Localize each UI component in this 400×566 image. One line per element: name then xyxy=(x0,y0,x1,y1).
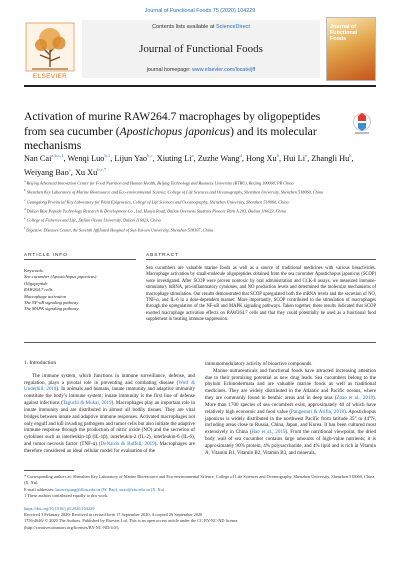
corresponding-author-note: * Corresponding authors at: Shenzhen Key Laboratory of Marine Bioresource and Eco-environmental Science, College of Life Sciences and Oceanography, Shenzhen University, Shenzhen 518060, China (X. Xu). xyxy=(24,474,375,486)
affiliation-text: Digestive Diseases Center, the Seventh Affiliated Hospital of Sun Yat-sen University, Shenzhen 518107, China xyxy=(26,226,213,232)
intro-paragraph-1 xyxy=(24,373,195,455)
homepage-line xyxy=(82,67,320,73)
abstract-text: Sea cucumbers are valuable marine foods as well as a source of traditional medicines with various bioactivities. Macrophage activation by small-molecule oligopeptides obtained from the sea cucumber Apostichopus japonicus (SCOP) were investigated. After SCOP were proven nontoxic by oral administration and CCK-8 assays, we measured immune-stimulatory mRNA, pro-inflammatory cytokines, and NO production levels and determined the molecular mechanisms of macrophage stimulation. Our results demonstrated that SCOP upregulated both the mRNA levels and the secretion of NO, TNF-α, and IL-6 in a dose-dependent manner. More importantly, SCOP contributed to the stimulation of macrophages through the upregulation of the NF-κB and MAPK signaling pathways. Taken together, these results indicated that SCOP exerted macrophage activation effects on RAW264.7 cells and that they could potentially be used as a functional food supplement in treating immune suppression. xyxy=(146,266,376,323)
email-links[interactable]: baoweiyang@dlou.edu.cn (W. Bao), xuxu@szu.edu.cn (X. Xu). xyxy=(55,486,166,492)
author-affiliation-marker[interactable]: d xyxy=(239,153,242,158)
author-affiliation-marker[interactable]: e xyxy=(305,153,308,158)
author-affiliation-marker[interactable]: a,b,c,1 xyxy=(51,153,64,158)
intro-continuation: immunomodulatory activity of bioactive compounds. xyxy=(205,361,313,367)
article-title xyxy=(24,110,344,154)
citation-link[interactable]: Wolf & Underhill, 2018 xyxy=(24,379,196,393)
author-affiliation-marker[interactable]: a xyxy=(191,153,194,158)
author-affiliation-marker[interactable]: b,c,* xyxy=(97,167,107,173)
author-separator: , xyxy=(351,153,354,163)
title-species: Apostichopus japonicus xyxy=(119,124,231,138)
text-run: Marine nutraceuticals and functional foods have attracted increasing attention due to their promising potential as new drug leads. Sea cucumbers belong to the phylum Echinodermata and are valuable marine foods as well as traditional medicines. They are widely distributed in the Atlantic and Pacific oceans, where they are commonly found in benthic areas and in deep seas ( xyxy=(205,367,376,402)
affiliation-list xyxy=(24,178,376,234)
author-separator: , xyxy=(278,153,284,163)
text-run: ). Apostichopus japonicus is widely distributed in the northwest Pacific from latitude 35° to 44°N, including areas close to Russia, China, Japan, and Korea. It has been cultured most extensively in China ( xyxy=(205,408,376,436)
affiliation-marker: b xyxy=(24,188,26,193)
author-separator: , xyxy=(307,153,312,163)
affiliation xyxy=(24,206,376,215)
author-name[interactable]: Zhangli Hu xyxy=(311,153,350,163)
text-run: ). Macrophages are therefore considered an ideal cellular model for evaluation of the xyxy=(24,440,195,454)
citation-link[interactable]: Zhao et al., 2018 xyxy=(336,395,374,402)
body-column-right xyxy=(205,361,376,456)
author-name[interactable]: Hong Xu xyxy=(246,153,277,163)
affiliation xyxy=(24,215,376,224)
abstract-heading: ABSTRACT xyxy=(146,253,376,260)
body-column-left xyxy=(24,360,195,455)
author-separator: , xyxy=(63,153,68,163)
author-name[interactable]: Lijun Yao xyxy=(114,153,148,163)
received-dates: Received 3 February 2020; Received in revised form 17 September 2020; Accepted 26 September 2020 xyxy=(24,512,203,518)
keyword-list xyxy=(24,274,136,312)
masthead-info-box xyxy=(82,20,320,78)
masthead-divider xyxy=(24,85,376,87)
author-name[interactable]: Wenqi Luo xyxy=(67,153,105,163)
keywords-label: Keywords: xyxy=(24,268,44,273)
abstract-divider xyxy=(24,342,376,343)
journal-reference[interactable]: Journal of Functional Foods 75 (2020) 104229 xyxy=(144,8,256,14)
publisher-name: ELSEVIER xyxy=(32,73,68,80)
author-name[interactable]: Zuzhe Wang xyxy=(197,153,240,163)
affiliation-text: Guangdong Provincial Key Laboratory for Plant Epigenetics, College of Life Sciences and Oceanography, Shenzhen University, Shenzhen 518060, China xyxy=(26,199,289,205)
crossmark-icon[interactable] xyxy=(352,112,372,136)
cover-title: Journal of Functional Foods xyxy=(330,24,358,42)
affiliation xyxy=(24,225,376,234)
text-run: ). More than 1700 species of sea cucumbers exist, approximately 40 of which have relatively high economic and food value ( xyxy=(205,395,376,415)
email-prefix: E-mail addresses: xyxy=(24,486,56,492)
article-info-heading: ARTICLE INFO xyxy=(24,253,136,260)
keywords-block xyxy=(24,268,136,313)
affiliation-text: College of Fisheries and Life, Dalian Ocean University, Dalian 116023, China xyxy=(26,217,161,223)
footnote-divider xyxy=(24,470,74,471)
author-affiliation-marker[interactable]: b,1 xyxy=(104,153,111,158)
author-name[interactable]: Hui Li xyxy=(283,153,306,163)
affiliation-marker: e xyxy=(24,216,26,221)
affiliation-marker: f xyxy=(24,225,26,230)
footnotes xyxy=(24,474,376,531)
text-run: ). From the nutritional viewpoint, the dried body wall of sea cucumber contains large amounts of high-value nutrients; it is approximately 90% protein, 4% polysaccharide, and 4% lipid and is rich in Vitamin A, Vitamin B1, Vitamin B2, Vitamin B3, and minerals, xyxy=(205,429,376,456)
author-name[interactable]: Nan Cai xyxy=(24,153,52,163)
affiliation xyxy=(24,197,376,206)
citation-link[interactable]: DeNardo & Ruffell, 2019 xyxy=(100,440,155,447)
keyword: Sea cucumber (Apostichopus japonicus) xyxy=(24,274,97,280)
keyword: Macrophage activation xyxy=(24,293,66,299)
author-separator: , xyxy=(70,168,75,178)
sciencedirect-link[interactable]: ScienceDirect xyxy=(215,24,250,30)
author-name[interactable]: Weiyang Bao xyxy=(24,168,69,178)
text-run: The immune system, which functions in immune surveillance, defense, and regulation, plays a pivotal role in preventing and combating disease ( xyxy=(24,372,195,386)
author-separator: , xyxy=(241,153,246,163)
title-part-1: Activation of murine RAW264.7 macrophages by oligopeptides from sea cucumber ( xyxy=(24,110,321,138)
keyword: The MAPK signaling pathway xyxy=(24,306,79,312)
elsevier-tree-logo xyxy=(24,21,76,79)
homepage-link[interactable]: www.elsevier.com/locate/jff xyxy=(192,67,256,73)
equal-contribution-note: 1 These authors contributed equally to this work. xyxy=(24,493,109,499)
author-name[interactable]: Xiuting Li xyxy=(156,153,192,163)
contents-prefix: Contents lists available at xyxy=(152,24,216,30)
affiliation xyxy=(24,187,376,196)
intro-paragraph-2 xyxy=(205,368,376,457)
affiliation-text: Shenzhen Key Laboratory of Marine Bioresource and Eco-environmental Science, College of Life Sciences and Oceanography, Shenzhen University, Shenzhen 518060, China xyxy=(26,189,324,195)
keyword: RAW264.7 cells xyxy=(24,287,53,293)
keyword: Oligopeptide xyxy=(24,280,48,286)
journal-cover-thumbnail xyxy=(326,17,376,81)
citation-link[interactable]: Hao et al., 2019 xyxy=(251,429,286,436)
author-separator: , xyxy=(152,153,157,163)
citation-link[interactable]: Taguchi & Mukai, 2019 xyxy=(62,400,112,407)
affiliation-text: Beijing Advanced Innovation Center for Food Nutrition and Human Health, Beijing Technology and Business University (BTBU), Beijing 100000, PR China xyxy=(26,180,294,186)
citation-link[interactable]: Pangestuti & Arifin, 2018 xyxy=(291,408,345,415)
text-run: ). In animals and humans, innate immunity and adaptive immunity constitute the body’s immune system; innate immunity is the first line of defense against infections ( xyxy=(24,386,195,407)
journal-masthead xyxy=(24,17,376,83)
author-affiliation-marker[interactable]: b xyxy=(349,153,352,158)
author-name[interactable]: Xu Xu xyxy=(74,168,98,178)
license-line[interactable]: (http://creativecommons.org/licenses/BY-NC-ND/4.0/). xyxy=(24,524,120,530)
author-separator: , xyxy=(193,153,198,163)
title-part-2: ) and its molecular mechanisms xyxy=(24,124,317,152)
keyword: The NF-κB signaling pathway xyxy=(24,300,79,306)
author-affiliation-marker[interactable]: b,c xyxy=(147,153,153,158)
journal-title: Journal of Functional Foods xyxy=(139,43,263,55)
author-separator: , xyxy=(110,153,115,163)
affiliation-marker: a xyxy=(24,179,26,183)
doi-link[interactable]: https://doi.org/10.1016/j.jff.2020.104229 xyxy=(24,505,95,511)
text-run: ). Macrophages play an important role in innate immunity and are distributed in almost all bodily tissues. They are vital bridges between innate and adaptive immune responses. Activated macrophages not only engulf and kill invading pathogens and tumor cells but also initiate the adaptive immune response through the production of nitric oxide (NO) and the secretion of cytokines such as interleukin-1β (IL-1β), interleukin-2 (IL-2), interleukin-6 (IL-6), and tumor necrosis factor (TNF-α) ( xyxy=(24,400,196,447)
author-affiliation-marker[interactable]: c xyxy=(68,167,71,173)
affiliation xyxy=(24,178,376,187)
affiliation-marker: d xyxy=(24,206,26,211)
author-affiliation-marker[interactable]: b xyxy=(276,153,279,158)
homepage-prefix: journal homepage: xyxy=(146,67,193,73)
author-list xyxy=(24,150,376,179)
contents-line xyxy=(82,24,320,30)
affiliation-marker: c xyxy=(24,197,26,202)
affiliation-text: Dalian Blue Peptide Technology Research & Development Co., Ltd, Huayu Road, Dalian Overseas Students Pioneer Park A 203, Dalian 116023, China xyxy=(26,208,286,214)
copyright-line: 1756-4646/ © 2020 The Authors. Published by Elsevier Ltd. This is an open access article under the CC BY-NC-ND license xyxy=(24,518,238,524)
section-heading-introduction: 1. Introduction xyxy=(24,360,57,366)
